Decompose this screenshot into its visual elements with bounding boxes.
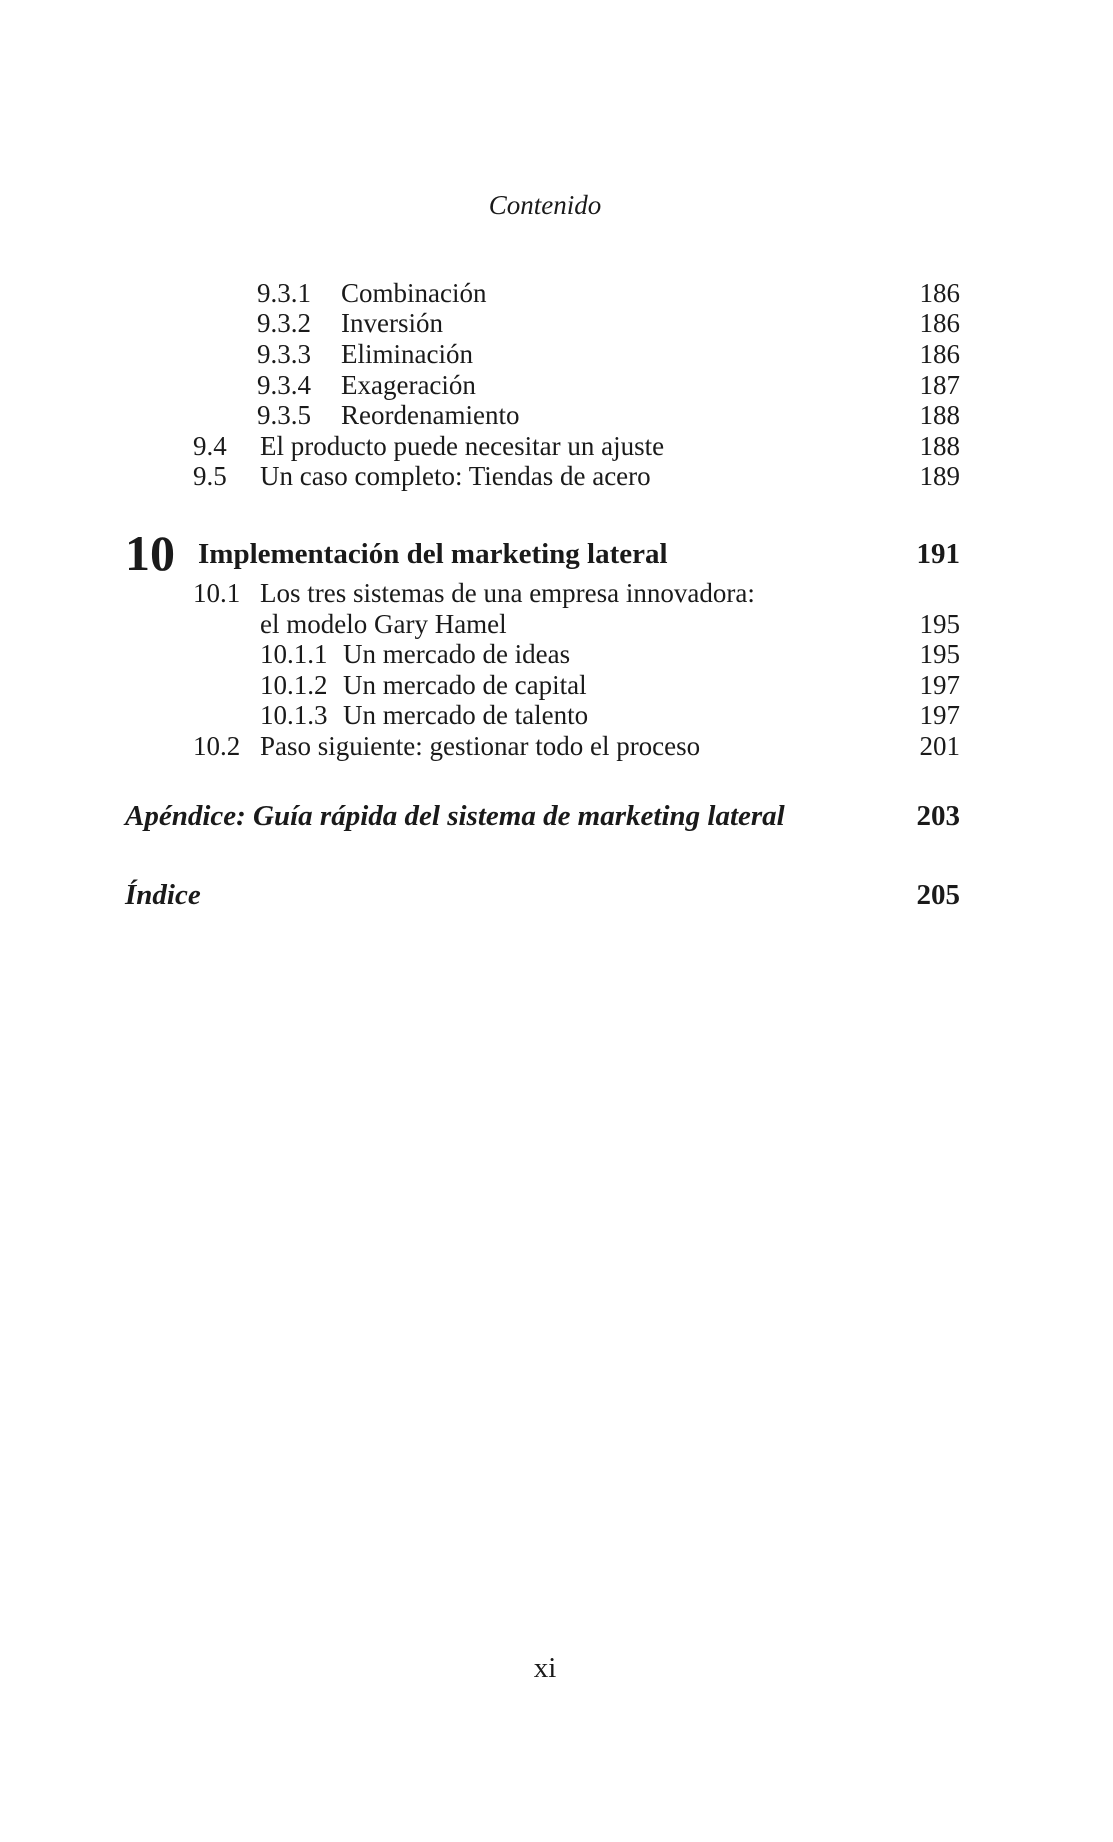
toc-entry-title-continuation: el modelo Gary Hamel xyxy=(260,609,507,639)
toc-entry-number: 10.1.1 xyxy=(260,639,328,669)
page-number: xi xyxy=(533,1652,557,1684)
toc-entry-page: 197 xyxy=(919,700,960,730)
toc-entry-number: 9.3.3 xyxy=(257,339,311,369)
running-head: Contenido xyxy=(488,190,602,220)
toc-entry-number: 10.2 xyxy=(193,731,241,761)
toc-entry-number: 9.5 xyxy=(193,461,227,491)
toc-entry-page: 186 xyxy=(919,339,960,369)
toc-entry-title: Inversión xyxy=(341,308,443,338)
toc-entry-page: 197 xyxy=(919,670,960,700)
toc-entry-number: 9.3.4 xyxy=(257,370,311,400)
toc-entry-page: 186 xyxy=(919,278,960,308)
toc-entry-page: 186 xyxy=(919,308,960,338)
toc-entry-title: Un caso completo: Tiendas de acero xyxy=(260,461,651,491)
toc-entry-page: 187 xyxy=(919,370,960,400)
toc-entry-number: 9.3.5 xyxy=(257,400,311,430)
toc-entry-page: 189 xyxy=(919,461,960,491)
toc-entry-title: Reordenamiento xyxy=(341,400,520,430)
toc-entry-title: Paso siguiente: gestionar todo el proceso xyxy=(260,731,701,761)
index-page: 205 xyxy=(916,879,960,911)
appendix-page: 203 xyxy=(916,800,960,832)
toc-entry-title: Un mercado de capital xyxy=(343,670,587,700)
toc-entry-page: 188 xyxy=(919,400,960,430)
toc-entry-title: Combinación xyxy=(341,278,487,308)
toc-entry-page: 201 xyxy=(919,731,960,761)
chapter-page: 191 xyxy=(916,538,960,570)
toc-entry-number: 10.1 xyxy=(193,578,241,608)
index-title: Índice xyxy=(125,879,201,911)
toc-entry-title: El producto puede necesitar un ajuste xyxy=(260,431,665,461)
toc-entry-number: 10.1.2 xyxy=(260,670,328,700)
appendix-title: Apéndice: Guía rápida del sistema de marketing lateral xyxy=(125,800,785,832)
toc-entry-page: 188 xyxy=(919,431,960,461)
toc-entry-number: 9.4 xyxy=(193,431,227,461)
toc-entry-title: Un mercado de talento xyxy=(343,700,589,730)
toc-entry-page: 195 xyxy=(919,609,960,639)
toc-entry-title: Un mercado de ideas xyxy=(343,639,571,669)
toc-entry-title: Eliminación xyxy=(341,339,473,369)
toc-entry-number: 10.1.3 xyxy=(260,700,328,730)
chapter-title: Implementación del marketing lateral xyxy=(198,538,668,570)
toc-entry-number: 9.3.2 xyxy=(257,308,311,338)
toc-entry-title: Los tres sistemas de una empresa innovadora: xyxy=(260,578,755,608)
toc-entry-title: Exageración xyxy=(341,370,476,400)
toc-entry-page: 195 xyxy=(919,639,960,669)
chapter-number: 10 xyxy=(125,525,175,581)
toc-entry-number: 9.3.1 xyxy=(257,278,311,308)
